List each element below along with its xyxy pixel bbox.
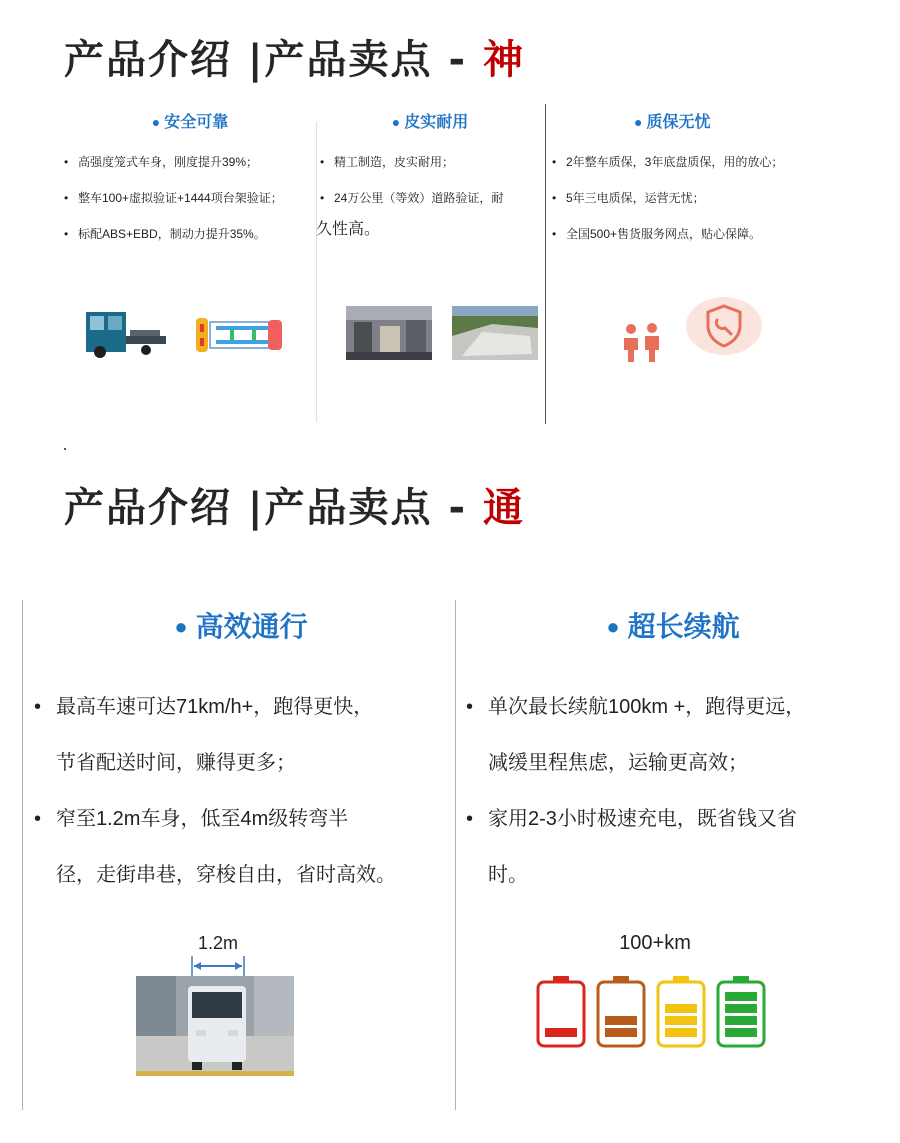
vehicle-front-image — [136, 976, 294, 1076]
list-item: • 窄至1.2m车身，低至4m级转弯半 径，走街串巷，穿梭自由，省时高效。 — [26, 791, 456, 903]
feature-column-warranty — [548, 110, 848, 252]
feature-list — [548, 144, 848, 252]
list-item: • 家用2-3小时极速充电，既省钱又省 时。 — [458, 791, 888, 903]
list-item: • 整车100+虚拟验证+1444项台架验证； — [60, 180, 320, 216]
column-divider — [545, 104, 546, 424]
column-heading: ● 皮实耐用 — [391, 114, 469, 131]
feature-list — [458, 679, 888, 903]
list-item: • 最高车速可达71km/h+，跑得更快， 节省配送时间，赚得更多； — [26, 679, 456, 791]
feature-column-range — [458, 605, 888, 903]
list-item: • 标配ABS+EBD，制动力提升35%。 — [60, 216, 320, 252]
column-heading: ● 高效通行 — [174, 611, 308, 642]
stray-dot — [64, 448, 66, 450]
battery-icon — [598, 976, 644, 1046]
wrench-shield-icon — [684, 296, 764, 356]
battery-icon — [538, 976, 584, 1046]
battery-icon — [718, 976, 764, 1046]
feature-list — [316, 144, 544, 216]
list-item: • 精工制造，皮实耐用； — [316, 144, 544, 180]
battery-icon — [658, 976, 704, 1046]
vehicle-cab-image — [86, 306, 170, 360]
list-item: • 24万公里（等效）道路验证，耐 — [316, 180, 544, 216]
section2-title-accent: 通 — [483, 485, 525, 531]
column-heading: ● 超长续航 — [606, 611, 740, 642]
section2-title-main: 产品介绍 |产品卖点 - — [64, 485, 483, 531]
section1-title — [64, 28, 525, 85]
list-item: • 5年三电质保，运营无忧； — [548, 180, 848, 216]
factory-image — [346, 306, 432, 360]
section1-title-accent: 神 — [483, 37, 525, 83]
column-heading: ● 安全可靠 — [151, 114, 229, 131]
list-item: • 单次最长续航100km +，跑得更远， 减缓里程焦虑，运输更高效； — [458, 679, 888, 791]
column-divider — [22, 600, 23, 1110]
battery-level-graphic — [530, 972, 780, 1052]
list-item: • 2年整车质保，3年底盘质保，用的放心； — [548, 144, 848, 180]
list-item: • 高强度笼式车身，刚度提升39%； — [60, 144, 320, 180]
chassis-simulation-image — [190, 312, 286, 358]
list-item-continuation: 久性高。 — [316, 221, 381, 238]
feature-column-durable — [316, 110, 544, 239]
feature-list — [60, 144, 320, 252]
feature-list — [26, 679, 456, 903]
feature-column-safety — [60, 110, 320, 252]
people-icon — [618, 322, 666, 362]
range-label: 100+km — [619, 932, 691, 954]
section1-title-main: 产品介绍 |产品卖点 - — [64, 37, 483, 83]
section2-title — [64, 476, 525, 533]
feature-column-efficiency — [26, 605, 456, 903]
test-road-image — [452, 306, 538, 360]
width-arrow-icon — [190, 956, 246, 976]
column-heading: ● 质保无忧 — [634, 114, 711, 131]
list-item: • 全国500+售货服务网点，贴心保障。 — [548, 216, 848, 252]
width-dimension-label: 1.2m — [197, 933, 239, 953]
